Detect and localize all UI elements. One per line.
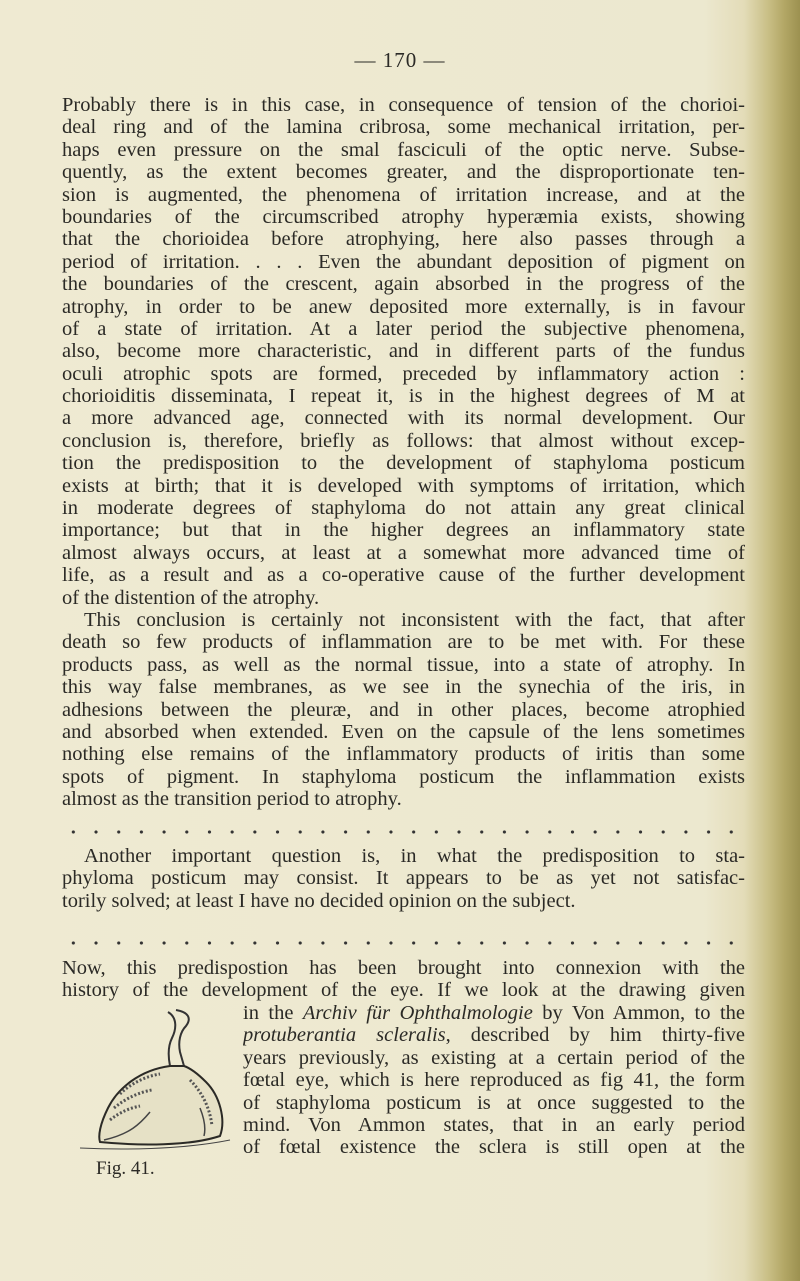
text-line: years previously, as existing at a certain period of the	[243, 1046, 745, 1069]
figure-caption: Fig. 41.	[96, 1158, 155, 1179]
text: , described by him thirty-five	[445, 1024, 745, 1047]
text-line	[243, 1002, 745, 1024]
text-line: exists at birth; that it is developed with symptoms of irritation, which	[62, 474, 745, 497]
text-line: almost always occurs, at least at a somewhat more advanced time of	[62, 541, 745, 564]
ellipsis-divider	[62, 940, 745, 946]
paragraph-4	[62, 957, 745, 1002]
text-line: importance; but that in the higher degrees an inflammatory state	[62, 519, 745, 542]
text-line: Probably there is in this case, in consequence of tension of the chorioi-	[62, 94, 745, 116]
term: protuberantia scleralis	[243, 1024, 446, 1047]
text-line: of the distention of the atrophy.	[62, 586, 320, 609]
text-line: of a state of irritation. At a later period the subjective phenomena,	[62, 317, 745, 340]
text-line: spots of pigment. In staphyloma posticum the inflammation exists	[62, 765, 745, 788]
text-line: torily solved; at least I have no decided opinion on the subject.	[62, 889, 576, 912]
paragraph-1	[62, 94, 745, 811]
ellipsis-divider	[62, 829, 745, 835]
text-line: adhesions between the pleuræ, and in other places, become atrophied	[62, 698, 745, 721]
paragraph-4-beside-figure	[243, 1002, 745, 1159]
text-line: atrophy, in order to be anew deposited more externally, is in favour	[62, 295, 745, 318]
text-line: phyloma posticum may consist. It appears to be as yet not satisfac-	[62, 867, 745, 890]
text: in the	[243, 1002, 303, 1024]
text-line: a more advanced age, connected with its normal development. Our	[62, 407, 745, 430]
text-line: period of irritation. . . . Even the abundant deposition of pigment on	[62, 250, 745, 273]
text-line: life, as a result and as a co-operative cause of the further development	[62, 564, 745, 587]
journal-title: Archiv für Ophthalmologie	[302, 1002, 533, 1024]
text-line: Now, this predispostion has been brought into connexion with the	[62, 957, 745, 979]
text-line: This conclusion is certainly not inconsistent with the fact, that after	[84, 608, 745, 631]
text-line: haps even pressure on the smal fasciculi of the optic nerve. Subse-	[62, 138, 745, 161]
text: by Von Ammon, to the	[532, 1002, 745, 1024]
text-line: conclusion is, therefore, briefly as follows: that almost without excep-	[62, 429, 745, 452]
text-line: deal ring and of the lamina cribrosa, some mechanical irritation, per-	[62, 116, 745, 139]
text-line: quently, as the extent becomes greater, and the disproportionate ten-	[62, 161, 745, 184]
text-line: also, become more characteristic, and in different parts of the fundus	[62, 340, 745, 363]
text-line: fœtal eye, which is here reproduced as fig 41, the form	[243, 1069, 745, 1092]
text-line: and absorbed when extended. Even on the capsule of the lens sometimes	[62, 720, 745, 743]
text-line: of fœtal existence the sclera is still open at the	[243, 1136, 745, 1159]
text-line: history of the development of the eye. If we look at the drawing given	[62, 979, 745, 1002]
text-line: the boundaries of the crescent, again absorbed in the progress of the	[62, 273, 745, 296]
text-line: nothing else remains of the inflammatory products of iritis than some	[62, 743, 745, 766]
foetal-eye-illustration	[80, 1008, 245, 1153]
text-line: oculi atrophic spots are formed, preceded by inflammatory action :	[62, 362, 745, 385]
text-line: Another important question is, in what the predisposition to sta-	[84, 845, 745, 867]
text-line: almost as the transition period to atrophy.	[62, 788, 402, 811]
text-line: death so few products of inflammation are to be met with. For these	[62, 631, 745, 654]
text-line: that the chorioidea before atrophying, here also passes through a	[62, 228, 745, 251]
text-line: products pass, as well as the normal tissue, into a state of atrophy. In	[62, 653, 745, 676]
text-line: mind. Von Ammon states, that in an early period	[243, 1113, 745, 1136]
text-line: this way false membranes, as we see in the synechia of the iris, in	[62, 676, 745, 699]
page-number: — 170 —	[354, 48, 446, 72]
text-line: tion the predisposition to the development of staphyloma posticum	[62, 452, 745, 475]
text-line: chorioiditis disseminata, I repeat it, is in the highest degrees of M at	[62, 385, 745, 408]
text-line: in moderate degrees of staphyloma do not attain any great clinical	[62, 497, 745, 520]
paragraph-3	[62, 845, 745, 912]
text-line: boundaries of the circumscribed atrophy hyperæmia exists, showing	[62, 205, 745, 228]
text-line	[243, 1024, 745, 1046]
text-line: of staphyloma posticum is at once suggested to the	[243, 1091, 745, 1114]
text-line: sion is augmented, the phenomena of irritation increase, and at the	[62, 183, 745, 206]
